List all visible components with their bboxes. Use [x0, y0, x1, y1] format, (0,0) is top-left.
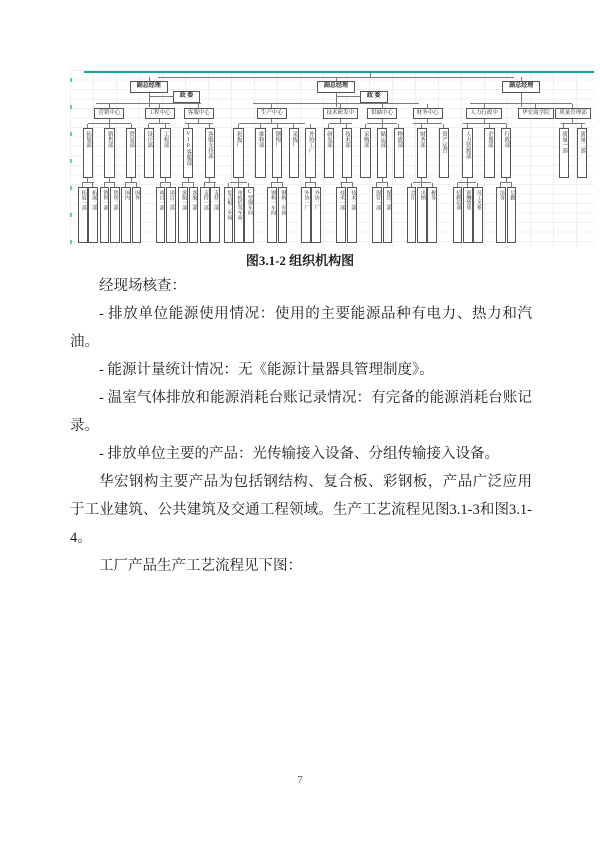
- depts-row: [360, 124, 403, 243]
- sub-dept-box: 保管二部: [383, 187, 393, 243]
- org-branch: [453, 77, 591, 243]
- sub-column: [311, 183, 320, 243]
- sub-dept-box: 薪酬绩效: [463, 187, 473, 243]
- dept-box: 企划部: [484, 128, 494, 178]
- subs-row: [372, 183, 392, 243]
- dept-box: 质量一部: [559, 128, 569, 178]
- paragraph: 经现场核查：: [99, 278, 186, 294]
- sub-column: [178, 183, 187, 243]
- sub-column: [121, 183, 130, 243]
- center-box: 人力行政中: [466, 108, 502, 119]
- sub-column: [234, 183, 243, 243]
- centers-row: [453, 104, 591, 243]
- center-box: 供储中心: [367, 108, 397, 119]
- doc-body: [70, 272, 532, 580]
- sub-dept-box: 员工关系: [473, 187, 483, 243]
- dept-column: [372, 124, 392, 243]
- paragraph: 工厂产品生产工艺流程见下图：: [99, 558, 302, 574]
- dept-column: [496, 124, 516, 243]
- subs-row: [336, 183, 357, 243]
- dept-box: 采板厂: [289, 128, 299, 178]
- sub-dept-box: 保管一部: [372, 187, 382, 243]
- dept-box: 行政部: [501, 128, 511, 178]
- depts-row: [407, 124, 449, 243]
- subs-row: [121, 183, 141, 243]
- sub-dept-box: 拓展一部: [78, 187, 88, 243]
- sub-dept-box: 招聘培训: [453, 187, 463, 243]
- dept-box: 研发部: [324, 128, 334, 178]
- subs-row: [496, 183, 516, 243]
- center-box: 客服中心: [184, 108, 214, 119]
- center-box: 质量管理部: [555, 108, 591, 119]
- dept-column: [394, 124, 404, 178]
- deputy-gm-box: 副总经理: [130, 81, 168, 93]
- centers-row: [224, 104, 449, 243]
- center-group: [144, 104, 175, 243]
- paragraph: - 排放单位能源使用情况：使用的主要能源品种有电力、热力和汽油。: [70, 306, 532, 350]
- dept-column: [289, 124, 299, 178]
- depts-row: [453, 124, 516, 243]
- dept-box: 外协工厂: [305, 128, 315, 178]
- center-box: 财务中心: [413, 108, 443, 119]
- subs-row: [200, 183, 220, 243]
- commissar-box: 政 委: [360, 91, 388, 103]
- sub-dept-box: 拓展二部: [88, 187, 98, 243]
- dept-box: 技术部: [342, 128, 352, 178]
- chart-top-rule: [84, 71, 594, 73]
- sub-dept-box: 销售一部: [100, 187, 110, 243]
- subs-row: [267, 183, 287, 243]
- center-box: 工程中心: [145, 108, 175, 119]
- sub-column: [210, 183, 219, 243]
- sub-dept-box: 支持二部: [210, 187, 220, 243]
- dept-column: [301, 124, 321, 243]
- dept-column: [78, 124, 98, 243]
- page-number: 7: [297, 774, 303, 786]
- sub-column: [301, 183, 310, 243]
- dept-column: [439, 124, 449, 178]
- sub-dept-box: 复合板二车间: [224, 187, 234, 243]
- center-box: 华宏商学院: [518, 108, 554, 119]
- sub-dept-box: 支持一部: [200, 187, 210, 243]
- subs-row: [301, 183, 321, 243]
- sub-column: [200, 183, 209, 243]
- dept-box: 工程部: [160, 128, 170, 178]
- centers-row: [78, 104, 220, 243]
- sub-dept-box: 钢构一车间: [267, 187, 277, 243]
- sub-dept-box: 项目一部: [156, 187, 166, 243]
- dept-column: [178, 124, 198, 243]
- sub-column: [427, 183, 436, 243]
- sub-column: [336, 183, 346, 243]
- dept-column: [323, 124, 334, 178]
- sub-column: [244, 183, 253, 243]
- dept-box: 设计部: [144, 128, 154, 178]
- sub-dept-box: 技术二部: [347, 187, 357, 243]
- subs-row: [100, 183, 120, 243]
- dept-column: [267, 124, 287, 243]
- dept-box: 客服支持部: [205, 128, 215, 178]
- branch-head: [224, 77, 449, 103]
- center-box: 生产中心: [257, 108, 287, 119]
- sub-column: [110, 183, 119, 243]
- dept-column: [144, 124, 154, 178]
- dept-box: 销售部: [104, 128, 114, 178]
- dept-box: 质量二部: [577, 128, 587, 178]
- sub-dept-box: 出纳: [417, 187, 427, 243]
- sub-dept-box: 钢构二车间: [278, 187, 288, 243]
- dept-box: 采购部: [360, 128, 370, 178]
- sub-dept-box: 技术一部: [336, 187, 346, 243]
- center-group: [224, 104, 321, 243]
- paragraph: - 温室气体排放和能源消耗台账记录情况：有完备的能源消耗台账记录。: [70, 390, 532, 434]
- center-group: [556, 104, 590, 178]
- subs-row: [78, 183, 98, 243]
- center-box: 技术研发中: [323, 108, 359, 119]
- sub-column: [507, 183, 516, 243]
- deputy-gm-box: 副总经理: [317, 81, 355, 93]
- sub-dept-box: 法务: [496, 187, 506, 243]
- sub-column: [88, 183, 97, 243]
- sub-dept-box: 销售二部: [110, 187, 120, 243]
- subs-row: [407, 183, 437, 243]
- dept-column: [407, 124, 437, 243]
- sub-column: [267, 183, 276, 243]
- depts-row: [224, 124, 321, 243]
- dept-column: [156, 124, 176, 243]
- sub-column: [224, 183, 233, 243]
- sub-column: [278, 183, 287, 243]
- sub-column: [417, 183, 426, 243]
- dept-column: [360, 124, 370, 178]
- depts-row: [323, 124, 357, 243]
- center-group: [453, 104, 516, 243]
- sub-column: [78, 183, 87, 243]
- sub-dept-box: 会计: [407, 187, 417, 243]
- sub-dept-box: 后勤: [507, 187, 517, 243]
- sub-dept-box: 客服一部: [178, 187, 188, 243]
- dept-column: [574, 124, 590, 178]
- figure-caption: 图3.1-2 组织机构图: [245, 253, 355, 268]
- org-chart-figure: [70, 70, 594, 248]
- deputy-gm-box: 副总经理: [502, 81, 540, 93]
- sub-dept-box: 国外: [132, 187, 142, 243]
- subs-row: [178, 183, 198, 243]
- sub-column: [496, 183, 505, 243]
- subs-row: [453, 183, 483, 243]
- center-group: [323, 104, 357, 243]
- dept-column: [336, 124, 357, 243]
- depts-row: [78, 124, 141, 243]
- sub-column: [407, 183, 416, 243]
- dept-column: [255, 124, 265, 178]
- dept-box: 彩板厂: [233, 128, 243, 178]
- center-group: [178, 104, 219, 243]
- sub-column: [156, 183, 165, 243]
- dept-box: 贸易部: [126, 128, 136, 178]
- depts-row: [144, 124, 175, 243]
- center-group: [407, 104, 449, 243]
- sub-dept-box: C型钢车间: [244, 187, 254, 243]
- dept-box: 钢构厂: [272, 128, 282, 178]
- org-chart-branches: [78, 77, 590, 243]
- dept-box: 维修部: [255, 128, 265, 178]
- dept-column: [100, 124, 120, 243]
- dept-box: 物流部: [394, 128, 404, 178]
- sub-dept-box: 税务: [427, 187, 437, 243]
- sub-column: [189, 183, 198, 243]
- dept-column: [453, 124, 483, 243]
- dept-column: [484, 124, 494, 178]
- depts-row: [178, 124, 219, 243]
- depts-row: [556, 124, 590, 178]
- sub-dept-box: 外协二厂: [311, 187, 321, 243]
- branch-head: [453, 77, 591, 103]
- branch-head: [78, 77, 220, 103]
- sub-column: [132, 183, 141, 243]
- dept-box: 人力资源部: [462, 128, 472, 178]
- center-group: [360, 104, 403, 243]
- org-branch: [78, 77, 220, 243]
- grid-edge-ticks: [70, 78, 72, 246]
- subs-row: [156, 183, 176, 243]
- center-box: 营销中心: [94, 108, 124, 119]
- center-group: [519, 104, 553, 119]
- dept-box: 拓展部: [83, 128, 93, 178]
- dept-box: 储运部: [377, 128, 387, 178]
- dept-column: [224, 124, 254, 243]
- commissar-box: 政 委: [173, 91, 201, 103]
- paragraph: 华宏钢构主要产品为包括钢结构、复合板、彩钢板，产品广泛应用于工业建筑、公共建筑及交通工程领域。生产工艺流程见图3.1-3和图3.1-4。: [70, 474, 532, 546]
- sub-column: [473, 183, 482, 243]
- sub-column: [372, 183, 381, 243]
- org-branch: [224, 77, 449, 243]
- dept-box: 资产运营: [439, 128, 449, 178]
- sub-column: [347, 183, 357, 243]
- subs-row: [224, 183, 254, 243]
- paragraph: - 排放单位主要的产品：光传输接入设备、分组传输接入设备。: [99, 446, 499, 462]
- sub-dept-box: 单板折弯车间: [234, 187, 244, 243]
- paragraph: - 能源计量统计情况：无《能源计量器具管理制度》。: [99, 362, 434, 378]
- sub-column: [453, 183, 462, 243]
- sub-column: [463, 183, 472, 243]
- sub-column: [166, 183, 175, 243]
- dept-box: VIP客服部: [183, 128, 193, 178]
- dept-column: [200, 124, 220, 243]
- sub-dept-box: 项目二部: [166, 187, 176, 243]
- center-group: [78, 104, 141, 243]
- sub-column: [383, 183, 392, 243]
- sub-dept-box: 外协一厂: [301, 187, 311, 243]
- sub-column: [100, 183, 109, 243]
- dept-column: [556, 124, 572, 178]
- sub-dept-box: 国内: [121, 187, 131, 243]
- sub-dept-box: 客服二部: [189, 187, 199, 243]
- dept-column: [121, 124, 141, 243]
- dept-box: 财务部: [417, 128, 427, 178]
